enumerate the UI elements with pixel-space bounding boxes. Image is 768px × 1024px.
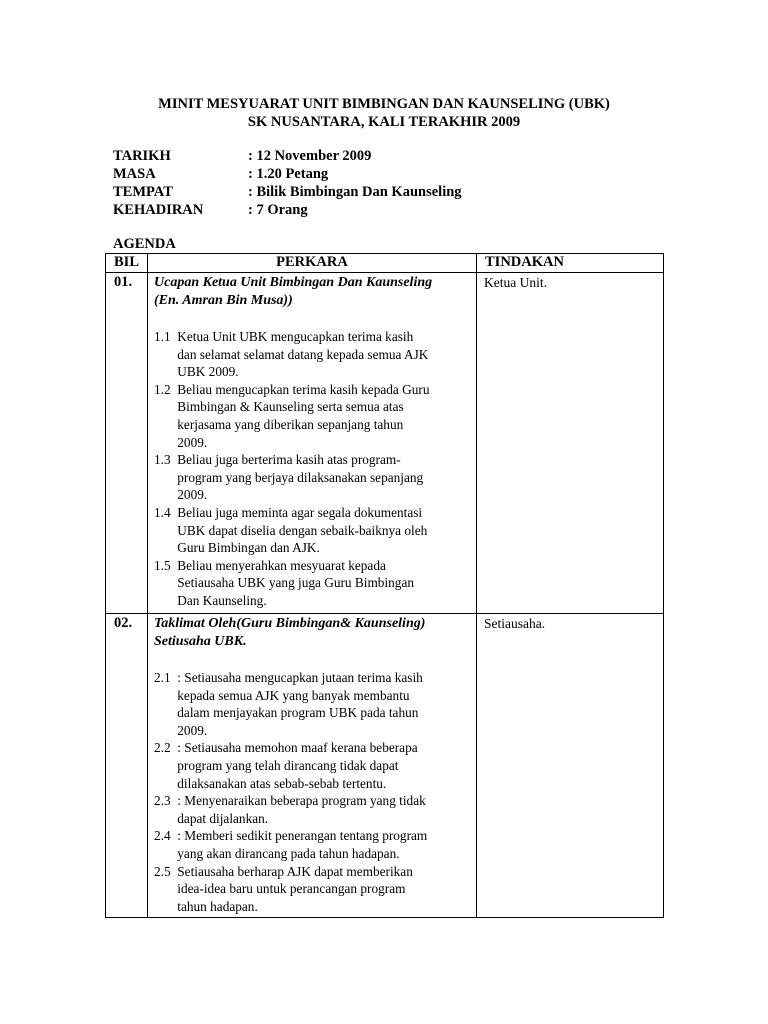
document-title-line1: MINIT MESYUARAT UNIT BIMBINGAN DAN KAUNSELING (UBK) (158, 96, 610, 112)
list-item (154, 739, 470, 792)
section-heading-sub: (En. Amran Bin Musa)) (154, 293, 293, 308)
item-text: Beliau juga meminta agar segala dokumentasi UBK dapat diselia dengan sebaik-baiknya oleh Guru Bimbingan dan AJK. (177, 504, 428, 556)
item-number: 1.3 (154, 452, 178, 468)
list-item (154, 792, 470, 827)
item-text: Beliau juga berterima kasih atas program- program yang berjaya dilaksanakan sepanjang 2009. (177, 452, 424, 503)
item-text: Setiausaha berharap AJK dapat memberikan idea-idea baru untuk perancangan program tahun hadapan. (177, 863, 413, 914)
row-number: 01. (106, 273, 148, 614)
agenda-label: AGENDA (113, 236, 176, 252)
list-item (154, 827, 470, 862)
item-number: 2.4 (154, 828, 178, 844)
meta-key: TARIKH (113, 148, 171, 164)
row-perkara (148, 273, 477, 614)
item-number: 2.5 (154, 863, 178, 879)
item-text: : Setiausaha memohon maaf kerana beberapa program yang telah dirancang tidak dapat dilaksanakan atas sebab-sebab tertentu. (177, 740, 418, 791)
list-item (154, 863, 470, 916)
item-number: 2.3 (154, 793, 178, 809)
column-header-bil: BIL (106, 254, 148, 273)
item-text: Beliau mengucapkan terima kasih kepada Guru Bimbingan & Kaunseling serta semua atas kerjasama yang diberikan sepanjang tahun 2009. (177, 381, 430, 450)
list-item (154, 328, 470, 381)
row-perkara (148, 614, 477, 918)
item-number: 2.2 (154, 740, 178, 756)
list-item (154, 504, 470, 557)
column-header-tindakan: TINDAKAN (477, 254, 664, 273)
meta-row-tarikh (113, 147, 462, 165)
row-number: 02. (106, 614, 148, 918)
column-header-perkara: PERKARA (148, 254, 477, 273)
item-text: : Menyenaraikan beberapa program yang tidak dapat dijalankan. (177, 793, 426, 826)
item-number: 2.1 (154, 670, 178, 685)
section-heading: Ucapan Ketua Unit Bimbingan Dan Kaunseling (154, 275, 433, 290)
item-number: 1.4 (154, 504, 178, 520)
list-item (154, 669, 470, 739)
row-tindakan: Setiausaha. (477, 614, 664, 918)
list-item (154, 557, 470, 610)
meta-row-masa (113, 165, 462, 183)
meta-row-kehadiran (113, 201, 462, 219)
meta-value: : 12 November 2009 (248, 148, 372, 164)
item-text: Beliau menyerahkan mesyuarat kepada Setiausaha UBK yang juga Guru Bimbingan Dan Kaunseling. (177, 557, 415, 608)
list-item (154, 381, 470, 451)
item-number: 1.5 (154, 557, 178, 573)
meta-key: MASA (113, 166, 156, 182)
meta-key: TEMPAT (113, 184, 173, 200)
table-header-row (106, 254, 664, 273)
item-text: : Setiausaha mengucapkan jutaan terima kasih kepada semua AJK yang banyak membantu dalam menjayakan program UBK pada tahun 2009. (177, 670, 423, 738)
agenda-table (105, 253, 664, 918)
table-row (106, 273, 664, 614)
item-text: : Memberi sedikit penerangan tentang program yang akan dirancang pada tahun hadapan. (177, 828, 428, 861)
meeting-details (113, 147, 462, 219)
section-heading: Taklimat Oleh(Guru Bimbingan& Kaunseling) (154, 616, 426, 631)
meta-value: : 7 Orang (248, 202, 308, 218)
list-item (154, 451, 470, 504)
row-tindakan: Ketua Unit. (477, 273, 664, 614)
item-number: 1.2 (154, 381, 178, 397)
table-row (106, 614, 664, 918)
item-number: 1.1 (154, 329, 178, 344)
section-heading-sub: Setiusaha UBK. (154, 634, 247, 649)
meta-row-tempat (113, 183, 462, 201)
meta-value: : Bilik Bimbingan Dan Kaunseling (248, 184, 462, 200)
document-title-line2: SK NUSANTARA, KALI TERAKHIR 2009 (247, 114, 521, 130)
item-text: Ketua Unit UBK mengucapkan terima kasih dan selamat selamat datang kepada semua AJK UBK 2009. (177, 329, 429, 380)
meta-value: : 1.20 Petang (248, 166, 329, 182)
meta-key: KEHADIRAN (113, 202, 204, 218)
